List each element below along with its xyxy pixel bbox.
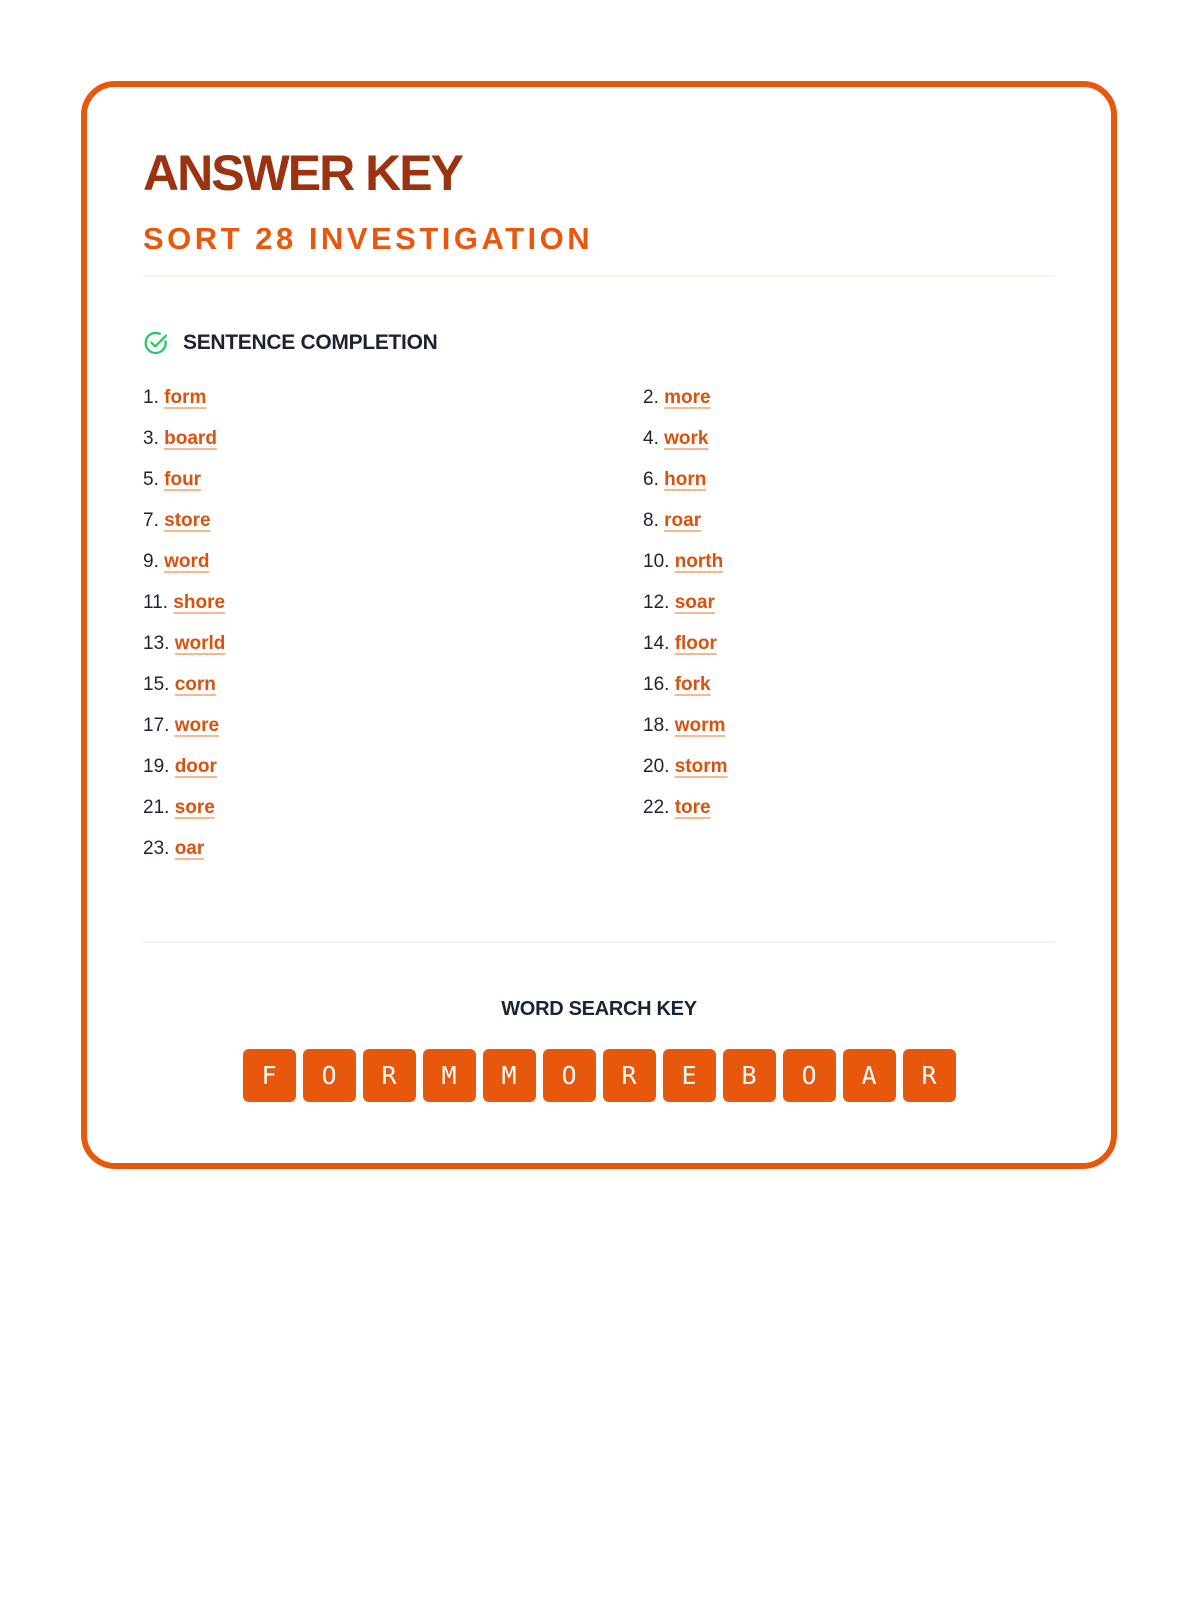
answer-word: north (674, 551, 724, 572)
answer-item (643, 541, 1055, 582)
answer-item (143, 500, 643, 541)
answer-word: more (664, 387, 711, 408)
answer-item (143, 787, 643, 828)
answer-number: 15. (143, 674, 170, 695)
answer-item (143, 582, 643, 623)
letter-tile: O (303, 1049, 356, 1102)
answer-word: oar (174, 838, 205, 859)
letter-tile: M (423, 1049, 476, 1102)
word-search-tiles (143, 1049, 1055, 1102)
answer-word: corn (174, 674, 216, 695)
answer-word: shore (173, 592, 226, 613)
answer-number: 11. (143, 592, 169, 613)
answer-number: 3. (143, 428, 159, 449)
answer-item (143, 828, 643, 869)
answer-word: form (164, 387, 207, 408)
letter-tile: O (543, 1049, 596, 1102)
answer-number: 9. (143, 551, 159, 572)
answer-item (143, 459, 643, 500)
letter-tile: B (723, 1049, 776, 1102)
answer-item (143, 746, 643, 787)
letter-tile: R (903, 1049, 956, 1102)
answer-number: 8. (643, 510, 659, 531)
answer-word: sore (174, 797, 215, 818)
answer-number: 23. (143, 838, 170, 859)
answer-item (643, 377, 1055, 418)
answer-number: 19. (143, 756, 170, 777)
sentence-completion-header (143, 330, 437, 356)
letter-tile: O (783, 1049, 836, 1102)
answer-list (143, 377, 1055, 869)
answer-number: 18. (643, 715, 670, 736)
answer-number: 13. (143, 633, 170, 654)
answer-word: world (174, 633, 226, 654)
answer-number: 16. (643, 674, 670, 695)
answer-word: soar (674, 592, 715, 613)
answer-word: wore (174, 715, 220, 736)
letter-tile: R (363, 1049, 416, 1102)
answer-number: 7. (143, 510, 159, 531)
answer-number: 12. (643, 592, 670, 613)
answer-number: 10. (643, 551, 670, 572)
answer-word: roar (664, 510, 702, 531)
answer-item (643, 623, 1055, 664)
answer-number: 20. (643, 756, 670, 777)
page-subtitle: SORT 28 INVESTIGATION (143, 221, 594, 256)
answer-item (143, 664, 643, 705)
check-circle-icon (143, 330, 169, 356)
letter-tile: E (663, 1049, 716, 1102)
sentence-completion-title: SENTENCE COMPLETION (183, 331, 438, 354)
answer-number: 5. (143, 469, 159, 490)
word-search-title: WORD SEARCH KEY (501, 998, 697, 1020)
answer-item (143, 377, 643, 418)
page-title: ANSWER KEY (143, 145, 462, 201)
answer-number: 22. (643, 797, 670, 818)
answer-word: floor (674, 633, 717, 654)
answer-word: door (174, 756, 217, 777)
answer-word: storm (674, 756, 728, 777)
answer-number: 14. (643, 633, 670, 654)
answer-word: four (164, 469, 202, 490)
answer-item (643, 459, 1055, 500)
answer-item (643, 664, 1055, 705)
answer-number: 2. (643, 387, 659, 408)
answer-item (643, 582, 1055, 623)
answer-key-card (81, 81, 1117, 1169)
answer-item (643, 500, 1055, 541)
answer-word: worm (674, 715, 726, 736)
answer-item (143, 705, 643, 746)
answer-word: store (164, 510, 211, 531)
answer-number: 4. (643, 428, 659, 449)
letter-tile: R (603, 1049, 656, 1102)
answer-item (143, 418, 643, 459)
answer-word: word (164, 551, 210, 572)
answer-number: 1. (143, 387, 159, 408)
answer-number: 17. (143, 715, 170, 736)
answer-word: work (664, 428, 709, 449)
answer-item (643, 705, 1055, 746)
answer-number: 6. (643, 469, 659, 490)
header-divider (143, 275, 1055, 277)
answer-item (643, 418, 1055, 459)
answer-word: board (164, 428, 217, 449)
letter-tile: M (483, 1049, 536, 1102)
section-divider (143, 941, 1055, 943)
answer-word: tore (674, 797, 711, 818)
letter-tile: A (843, 1049, 896, 1102)
answer-word: horn (664, 469, 707, 490)
answer-item (143, 623, 643, 664)
letter-tile: F (243, 1049, 296, 1102)
answer-item (643, 787, 1055, 828)
answer-word: fork (674, 674, 711, 695)
answer-number: 21. (143, 797, 170, 818)
answer-item (643, 746, 1055, 787)
answer-item (143, 541, 643, 582)
